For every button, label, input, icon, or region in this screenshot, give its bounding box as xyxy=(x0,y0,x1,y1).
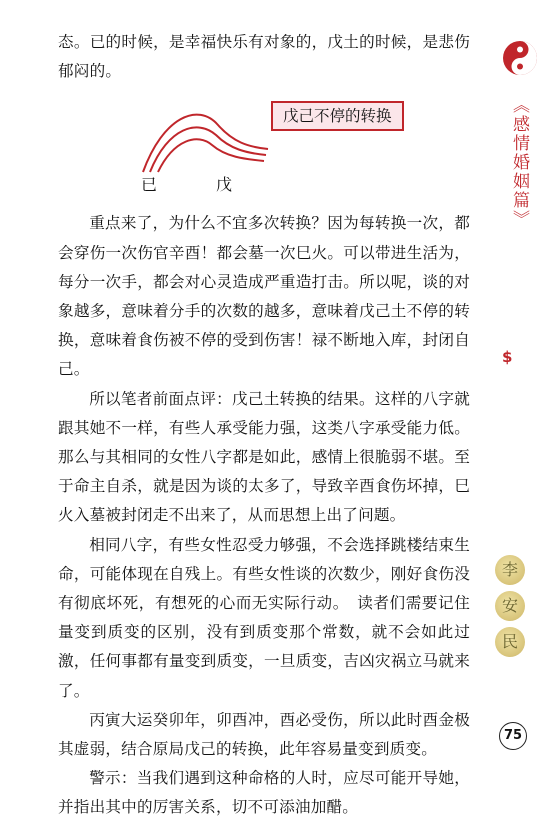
paragraph: 重点来了，为什么不宜多次转换？因为每转换一次，都会穿伤一次伤官辛酉！都会墓一次巳火。可以带进生活为，每分一次手，都会对心灵造成严重造打击。所以呢，谈的对象越多，意味着分手的次数的越多，意味着戊己土不停的转换，意味着食伤被不停的受到伤害！禄不断地入库，封闭自己。 xyxy=(58,214,470,379)
main-text-column xyxy=(58,28,470,823)
paragraph-continued: 态。已的时候，是幸福快乐有对象的，戊土的时候，是悲伤郁闷的。 xyxy=(58,33,470,81)
paragraph: 丙寅大运癸卯年，卯酉冲，酉必受伤，所以此时酉金极其虚弱，结合原局戊己的转换，此年容易量变到质变。 xyxy=(58,710,470,759)
transition-arcs-diagram xyxy=(138,97,273,177)
author-char: 民 xyxy=(495,627,525,657)
transition-figure xyxy=(58,89,470,209)
author-char: 安 xyxy=(495,591,525,621)
paragraph: 警示：当我们遇到这种命格的人时，应尽可能开导她，并指出其中的厉害关系，切不可添油加醋。 xyxy=(58,769,470,817)
right-sidebar xyxy=(487,0,555,792)
paragraph: 所以笔者前面点评：戊己土转换的结果。这样的八字就跟其她不一样，有些人承受能力强，这类八字承受能力低。那么与其相同的女性八字都是如此，感情上很脆弱不堪。至于命主自杀，就是因为谈的太多了，导致辛酉食伤坏掉，巳火入墓被封闭走不出来了，从而思想上出了问题。 xyxy=(58,389,470,525)
dollar-icon: $ xyxy=(502,348,513,366)
figure-label-wu: 戊 xyxy=(216,175,233,195)
yin-yang-icon xyxy=(502,40,538,76)
figure-caption-box: 戊己不停的转换 xyxy=(271,101,404,131)
paragraph: 相同八字，有些女性忍受力够强，不会选择跳楼结束生命，可能体现在自残上。有些女性谈的次数少，刚好食伤没有彻底坏死，有想死的心而无实际行动。 读者们需要记住量变到质变的区别，没有到质变那个常数，就不会如此过激，任何事都有量变到质变，一旦质变，吉凶灾祸立马就来了。 xyxy=(58,535,470,700)
chapter-title: 《感情婚姻篇》 xyxy=(509,96,529,229)
author-seal xyxy=(495,555,527,663)
page-number: 75 xyxy=(499,722,527,750)
author-char: 李 xyxy=(495,555,525,585)
figure-label-ji: 已 xyxy=(141,175,158,195)
arc-middle xyxy=(150,128,266,173)
